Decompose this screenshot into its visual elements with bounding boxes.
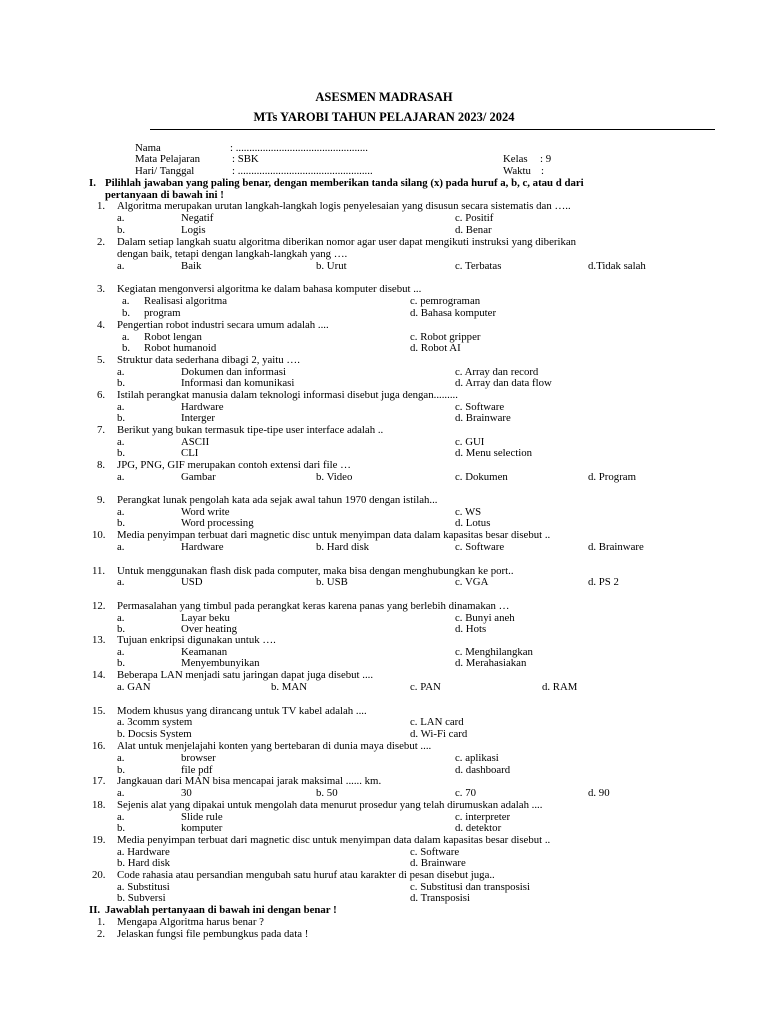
- question-10-option-1: Hardware: [181, 541, 224, 553]
- subject-label: Mata Pelajaran: [135, 153, 201, 165]
- question-12-option-5: d. Hots: [455, 623, 487, 635]
- question-12-option-4: Over heating: [181, 623, 238, 635]
- question-10-option-4: d. Brainware: [588, 541, 644, 553]
- question-10-text: Media penyimpan terbuat dari magnetic disc untuk menyimpan data dalam kapasitas besar disebut ..: [117, 529, 551, 541]
- question-12-option-0: a.: [117, 612, 125, 624]
- question-16-option-0: a.: [117, 752, 125, 764]
- question-3-option-4: program: [144, 307, 181, 319]
- question-5-option-3: b.: [117, 377, 126, 389]
- question-2-option-3: c. Terbatas: [455, 260, 502, 272]
- question-13-text: Tujuan enkripsi digunakan untuk ….: [117, 634, 276, 646]
- question-16-option-3: b.: [117, 764, 126, 776]
- question-1-option-1: Negatif: [181, 212, 214, 224]
- question-9-option-3: b.: [117, 517, 126, 529]
- question-4-option-1: Robot lengan: [144, 331, 202, 343]
- name-field: : .................................................: [230, 142, 368, 154]
- question-17-number: 17.: [92, 775, 106, 787]
- question-19-option-1: c. Software: [410, 846, 460, 858]
- question-3-option-2: c. pemrograman: [410, 295, 481, 307]
- question-5-option-2: c. Array dan record: [455, 366, 539, 378]
- question-17-option-3: c. 70: [455, 787, 476, 799]
- question-5-option-4: Informasi dan komunikasi: [181, 377, 295, 389]
- question-18-option-2: c. interpreter: [455, 811, 511, 823]
- question-2-option-1: Baik: [181, 260, 202, 272]
- question-16-text: Alat untuk menjelajahi konten yang bertebaran di dunia maya disebut ....: [117, 740, 432, 752]
- question-3-text: Kegiatan mengonversi algoritma ke dalam bahasa komputer disebut ...: [117, 283, 422, 295]
- question-18-option-5: d. detektor: [455, 822, 502, 834]
- question-6-option-0: a.: [117, 401, 125, 413]
- question-15-option-3: d. Wi-Fi card: [410, 728, 468, 740]
- question-5-text: Struktur data sederhana dibagi 2, yaitu ….: [117, 354, 300, 366]
- question-13-option-0: a.: [117, 646, 125, 658]
- question-4-number: 4.: [97, 319, 106, 331]
- question-18-option-3: b.: [117, 822, 126, 834]
- question-2-number: 2.: [97, 236, 106, 248]
- question-6-text: Istilah perangkat manusia dalam teknologi informasi disebut juga dengan.........: [117, 389, 458, 401]
- question-1-number: 1.: [97, 200, 106, 212]
- question-10-option-2: b. Hard disk: [316, 541, 370, 553]
- question-20-option-1: c. Substitusi dan transposisi: [410, 881, 530, 893]
- question-5-option-5: d. Array dan data flow: [455, 377, 552, 389]
- question-14-text: Beberapa LAN menjadi satu jaringan dapat juga disebut ....: [117, 669, 374, 681]
- question-8-option-3: c. Dokumen: [455, 471, 508, 483]
- question-20-text: Code rahasia atau persandian mengubah satu huruf atau karakter di pesan disebut juga..: [117, 869, 495, 881]
- question-18-option-1: Slide rule: [181, 811, 223, 823]
- question-2-option-2: b. Urut: [316, 260, 347, 272]
- question-1-option-4: Logis: [181, 224, 206, 236]
- question-9-option-2: c. WS: [455, 506, 482, 518]
- question-11-text: Untuk menggunakan flash disk pada computer, maka bisa dengan menghubungkan ke port..: [117, 565, 514, 577]
- question-6-option-1: Hardware: [181, 401, 224, 413]
- question-13-number: 13.: [92, 634, 106, 646]
- question-5-option-1: Dokumen dan informasi: [181, 366, 286, 378]
- question-6-option-4: Interger: [181, 412, 215, 424]
- question-14-option-2: c. PAN: [410, 681, 441, 693]
- question-13-option-5: d. Merahasiakan: [455, 657, 527, 669]
- question-14-option-3: d. RAM: [542, 681, 578, 693]
- question-14-option-0: a. GAN: [117, 681, 151, 693]
- question-4-option-3: b.: [122, 342, 131, 354]
- question-6-option-3: b.: [117, 412, 126, 424]
- question-4-text: Pengertian robot industri secara umum adalah ....: [117, 319, 329, 331]
- question-7-number: 7.: [97, 424, 106, 436]
- section-2-instruction: Jawablah pertanyaan di bawah ini dengan benar !: [105, 904, 337, 916]
- question-11-option-2: b. USB: [316, 576, 348, 588]
- question-18-option-4: komputer: [181, 822, 223, 834]
- date-field: : ..................................................: [232, 165, 373, 177]
- question-14-option-1: b. MAN: [271, 681, 307, 693]
- question-9-option-4: Word processing: [181, 517, 254, 529]
- question-18-option-0: a.: [117, 811, 125, 823]
- question-9-option-1: Word write: [181, 506, 230, 518]
- question-9-text: Perangkat lunak pengolah kata ada sejak awal tahun 1970 dengan istilah...: [117, 494, 438, 506]
- date-label: Hari/ Tanggal: [135, 165, 195, 177]
- question-12-number: 12.: [92, 600, 106, 612]
- question-1-text: Algoritma merupakan urutan langkah-langkah logis penyelesaian yang disusun secara sistematis dan …..: [117, 200, 571, 212]
- question-16-option-1: browser: [181, 752, 216, 764]
- question-20-number: 20.: [92, 869, 106, 881]
- question-7-option-0: a.: [117, 436, 125, 448]
- question-4-option-0: a.: [122, 331, 130, 343]
- essay-1-number: 1.: [97, 916, 106, 928]
- question-20-option-0: a. Substitusi: [117, 881, 170, 893]
- question-13-option-2: c. Menghilangkan: [455, 646, 533, 658]
- question-8-number: 8.: [97, 459, 106, 471]
- question-12-option-1: Layar beku: [181, 612, 230, 624]
- question-17-option-2: b. 50: [316, 787, 338, 799]
- question-8-text: JPG, PNG, GIF merupakan contoh extensi dari file …: [117, 459, 351, 471]
- time-value: :: [541, 165, 544, 177]
- section-2-numeral: II.: [89, 904, 101, 916]
- question-3-option-3: b.: [122, 307, 131, 319]
- subject-value: : SBK: [232, 153, 259, 165]
- question-5-option-0: a.: [117, 366, 125, 378]
- question-7-option-3: b.: [117, 447, 126, 459]
- question-16-option-5: d. dashboard: [455, 764, 511, 776]
- question-8-option-0: a.: [117, 471, 125, 483]
- question-2-text: Dalam setiap langkah suatu algoritma diberikan nomor agar user dapat mengikuti instruksi yang diberikan: [117, 236, 577, 248]
- essay-2-number: 2.: [97, 928, 106, 940]
- question-12-option-3: b.: [117, 623, 126, 635]
- question-7-option-4: CLI: [181, 447, 199, 459]
- question-12-text: Permasalahan yang timbul pada perangkat keras karena panas yang berlebih dinamakan …: [117, 600, 510, 612]
- section-1-instruction-cont: pertanyaan di bawah ini !: [105, 189, 224, 201]
- question-13-option-4: Menyembunyikan: [181, 657, 260, 669]
- question-19-option-0: a. Hardware: [117, 846, 170, 858]
- question-10-option-3: c. Software: [455, 541, 505, 553]
- class-label: Kelas: [503, 153, 528, 165]
- question-5-number: 5.: [97, 354, 106, 366]
- question-19-option-2: b. Hard disk: [117, 857, 171, 869]
- question-1-option-0: a.: [117, 212, 125, 224]
- question-6-number: 6.: [97, 389, 106, 401]
- question-15-option-1: c. LAN card: [410, 716, 464, 728]
- header-rule: [150, 129, 715, 130]
- question-6-option-2: c. Software: [455, 401, 505, 413]
- question-17-text: Jangkauan dari MAN bisa mencapai jarak maksimal ...... km.: [117, 775, 382, 787]
- question-17-option-0: a.: [117, 787, 125, 799]
- essay-1-text: Mengapa Algoritma harus benar ?: [117, 916, 264, 928]
- question-8-option-4: d. Program: [588, 471, 636, 483]
- question-9-option-5: d. Lotus: [455, 517, 491, 529]
- question-13-option-1: Keamanan: [181, 646, 228, 658]
- question-7-text: Berikut yang bukan termasuk tipe-tipe user interface adalah ..: [117, 424, 384, 436]
- question-11-option-1: USD: [181, 576, 203, 588]
- question-10-option-0: a.: [117, 541, 125, 553]
- question-2-option-4: d.Tidak salah: [588, 260, 646, 272]
- question-20-option-3: d. Transposisi: [410, 892, 471, 904]
- question-17-option-1: 30: [181, 787, 192, 799]
- question-16-option-4: file pdf: [181, 764, 213, 776]
- question-1-option-2: c. Positif: [455, 212, 494, 224]
- question-16-option-2: c. aplikasi: [455, 752, 499, 764]
- school-year-title: MTs YAROBI TAHUN PELAJARAN 2023/ 2024: [253, 110, 515, 124]
- question-19-option-3: d. Brainware: [410, 857, 466, 869]
- question-12-option-2: c. Bunyi aneh: [455, 612, 515, 624]
- question-10-number: 10.: [92, 529, 106, 541]
- question-4-option-4: Robot humanoid: [144, 342, 217, 354]
- name-label: Nama: [135, 142, 161, 154]
- question-13-option-3: b.: [117, 657, 126, 669]
- question-16-number: 16.: [92, 740, 106, 752]
- question-18-number: 18.: [92, 799, 106, 811]
- question-3-option-1: Realisasi algoritma: [144, 295, 228, 307]
- question-19-text: Media penyimpan terbuat dari magnetic disc untuk menyimpan data dalam kapasitas besar disebut ..: [117, 834, 551, 846]
- question-18-text: Sejenis alat yang dipakai untuk mengolah data menurut prosedur yang telah dirumuskan adalah ....: [117, 799, 543, 811]
- question-8-option-1: Gambar: [181, 471, 216, 483]
- question-7-option-2: c. GUI: [455, 436, 485, 448]
- question-7-option-1: ASCII: [181, 436, 210, 448]
- question-2-option-0: a.: [117, 260, 125, 272]
- question-11-number: 11.: [92, 565, 106, 577]
- question-3-option-0: a.: [122, 295, 130, 307]
- question-8-option-2: b. Video: [316, 471, 353, 483]
- question-3-option-5: d. Bahasa komputer: [410, 307, 497, 319]
- question-17-option-4: d. 90: [588, 787, 610, 799]
- exam-title: ASESMEN MADRASAH: [315, 90, 453, 104]
- question-19-number: 19.: [92, 834, 106, 846]
- question-2-text-cont: dengan baik, tetapi dengan langkah-langkah yang ….: [117, 248, 348, 260]
- question-15-number: 15.: [92, 705, 106, 717]
- section-1-instruction: Pilihlah jawaban yang paling benar, dengan memberikan tanda silang (x) pada huruf a, b, c, atau d dari: [105, 177, 584, 189]
- class-value: : 9: [540, 153, 552, 165]
- question-11-option-3: c. VGA: [455, 576, 489, 588]
- question-20-option-2: b. Subversi: [117, 892, 166, 904]
- question-15-option-0: a. 3comm system: [117, 716, 193, 728]
- question-15-option-2: b. Docsis System: [117, 728, 192, 740]
- question-11-option-0: a.: [117, 576, 125, 588]
- question-4-option-5: d. Robot AI: [410, 342, 461, 354]
- question-11-option-4: d. PS 2: [588, 576, 619, 588]
- question-9-option-0: a.: [117, 506, 125, 518]
- question-1-option-5: d. Benar: [455, 224, 492, 236]
- question-3-number: 3.: [97, 283, 106, 295]
- question-4-option-2: c. Robot gripper: [410, 331, 481, 343]
- time-label: Waktu: [503, 165, 531, 177]
- question-9-number: 9.: [97, 494, 106, 506]
- question-7-option-5: d. Menu selection: [455, 447, 533, 459]
- question-15-text: Modem khusus yang dirancang untuk TV kabel adalah ....: [117, 705, 367, 717]
- question-1-option-3: b.: [117, 224, 126, 236]
- question-6-option-5: d. Brainware: [455, 412, 511, 424]
- essay-2-text: Jelaskan fungsi file pembungkus pada data !: [117, 928, 309, 940]
- question-14-number: 14.: [92, 669, 106, 681]
- section-1-numeral: I.: [89, 177, 96, 189]
